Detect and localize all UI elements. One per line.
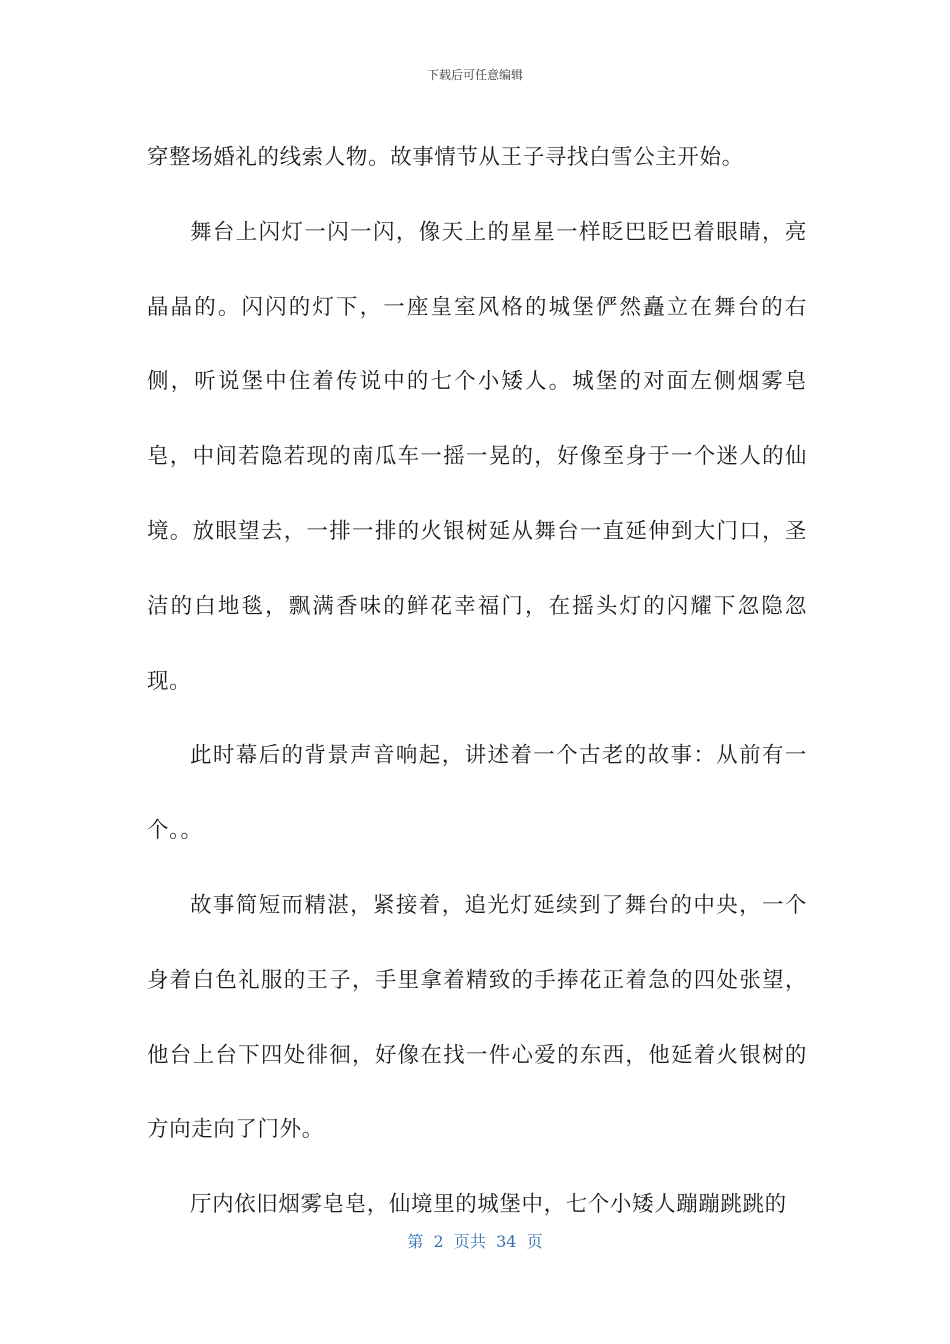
paragraph-continuation: 穿整场婚礼的线索人物。故事情节从王子寻找白雪公主开始。 bbox=[147, 145, 744, 170]
page-header-note: 下载后可任意编辑 bbox=[426, 68, 523, 82]
paragraph-stage-description: 舞台上闪灯一闪一闪，像天上的星星一样眨巴眨巴着眼睛，亮晶晶的。闪闪的灯下，一座皇室风格的城堡俨然矗立在舞台的右侧，听说堡中住着传说中的七个小矮人。城堡的对面左侧烟雾皂皂，中间若隐若现的南瓜车一摇一晃的，好像至身于一个迷人的仙境。放眼望去，一排一排的火银树延从舞台一直延伸到大门口，圣洁的白地毯，飘满香味的鲜花幸福门，在摇头灯的闪耀下忽隐忽现。 bbox=[147, 219, 807, 694]
paragraph-background-voice: 此时幕后的背景声音响起，讲述着一个古老的故事：从前有一个。。 bbox=[147, 743, 807, 844]
page-number: 第 2 页共 34 页 bbox=[407, 1232, 543, 1251]
paragraph-seven-dwarfs: 厅内依旧烟雾皂皂，仙境里的城堡中，七个小矮人蹦蹦跳跳的 bbox=[190, 1192, 787, 1218]
document-body bbox=[147, 121, 807, 1243]
paragraph-prince-search: 故事简短而精湛，紧接着，追光灯延续到了舞台的中央，一个身着白色礼服的王子，手里拿着精致的手捧花正着急的四处张望，他台上台下四处徘徊，好像在找一件心爱的东西，他延着火银树的方向走向了门外。 bbox=[147, 892, 807, 1143]
